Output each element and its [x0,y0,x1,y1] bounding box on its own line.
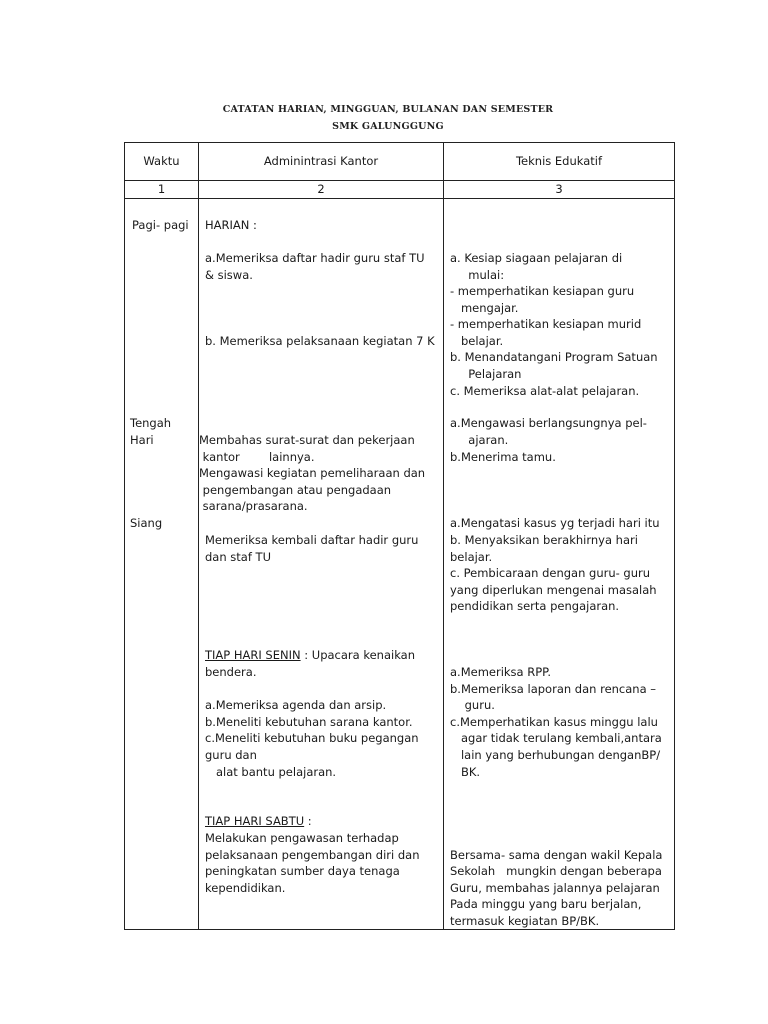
column-number-2: 2 [317,182,325,196]
edu-item: agar tidak terulang kembali,antara [450,731,662,745]
admin-harian-heading: HARIAN : [205,218,257,232]
edu-item: termasuk kegiatan BP/BK. [450,914,600,928]
edu-item: ajaran. [450,433,509,447]
edu-item: belajar. [450,334,504,348]
edu-item: Pelajaran [450,367,522,381]
admin-item: a.Memeriksa agenda dan arsip. [205,698,387,712]
admin-item: Mengawasi kegiatan pemeliharaan dan [199,466,426,480]
header-teknis-edukatif: Teknis Edukatif [515,154,603,168]
senin-heading: TIAP HARI SENIN [205,648,301,662]
edu-item: a.Memeriksa RPP. [450,665,551,679]
edu-item: - memperhatikan kesiapan guru [450,284,635,298]
admin-item: Memeriksa kembali daftar hadir guru [205,533,419,547]
edu-item: c.Memperhatikan kasus minggu lalu [450,715,658,729]
admin-item: b. Memeriksa pelaksanaan kegiatan 7 K [205,334,435,348]
document-subtitle: SMK GALUNGGUNG [332,121,444,132]
sabtu-heading: TIAP HARI SABTU [205,814,305,828]
admin-item: pengembangan atau pengadaan [199,483,392,497]
edu-item: BK. [450,765,481,779]
edu-item: guru. [450,698,495,712]
admin-item: Melakukan pengawasan terhadap [205,831,399,845]
column-number-3: 3 [555,182,563,196]
time-tengah: Tengah [130,416,172,430]
document-title: CATATAN HARIAN, MINGGUAN, BULANAN DAN SEMESTER [222,104,554,115]
sabtu-heading-rest: : [304,814,312,828]
edu-item: b.Memeriksa laporan dan rencana – [450,682,657,696]
edu-item: a. Kesiap siagaan pelajaran di [450,251,623,265]
admin-item: pelaksanaan pengembangan diri dan [205,848,420,862]
admin-item: Membahas surat-surat dan pekerjaan [199,433,415,447]
edu-item: b. Menandatangani Program Satuan [450,350,658,364]
admin-item: peningkatan sumber daya tenaga [205,864,400,878]
header-administrasi-kantor: Adminintrasi Kantor [263,154,379,168]
senin-heading-rest: : Upacara kenaikan [300,648,415,662]
time-siang: Siang [130,516,163,530]
edu-item: b.Menerima tamu. [450,450,556,464]
edu-item: mulai: [450,268,505,282]
edu-item: pendidikan serta pengajaran. [450,599,620,613]
edu-item: belajar. [450,550,493,564]
admin-item: c.Meneliti kebutuhan buku pegangan [205,731,419,745]
admin-item: alat bantu pelajaran. [205,765,337,779]
edu-item: Sekolah mungkin dengan beberapa [450,864,662,878]
edu-item: Pada minggu yang baru berjalan, [450,897,642,911]
admin-item: guru dan [205,748,257,762]
time-hari: Hari [130,433,154,447]
edu-item: c. Memeriksa alat-alat pelajaran. [450,384,640,398]
admin-item: kantor lainnya. [199,450,315,464]
edu-item: b. Menyaksikan berakhirnya hari [450,533,638,547]
admin-item: kependidikan. [205,881,286,895]
admin-item: a.Memeriksa daftar hadir guru staf TU [205,251,425,265]
admin-sabtu-line [205,813,312,830]
admin-item: b.Meneliti kebutuhan sarana kantor. [205,715,413,729]
edu-item: lain yang berhubungan denganBP/ [450,748,661,762]
edu-item: a.Mengatasi kasus yg terjadi hari itu [450,516,660,530]
edu-item: Bersama- sama dengan wakil Kepala [450,848,663,862]
header-waktu: Waktu [143,154,180,168]
edu-item: Guru, membahas jalannya pelajaran [450,881,660,895]
admin-item: bendera. [205,665,257,679]
edu-item: c. Pembicaraan dengan guru- guru [450,566,651,580]
edu-item: - memperhatikan kesiapan murid [450,317,642,331]
admin-item: sarana/prasarana. [199,499,308,513]
admin-item: dan staf TU [205,550,271,564]
column-number-1: 1 [157,182,166,196]
admin-senin-line [205,647,415,664]
time-pagi: Pagi- pagi [132,218,189,232]
admin-item: & siswa. [205,268,253,282]
edu-item: mengajar. [450,301,519,315]
edu-item: yang diperlukan mengenai masalah [450,583,657,597]
edu-item: a.Mengawasi berlangsungnya pel- [450,416,647,430]
